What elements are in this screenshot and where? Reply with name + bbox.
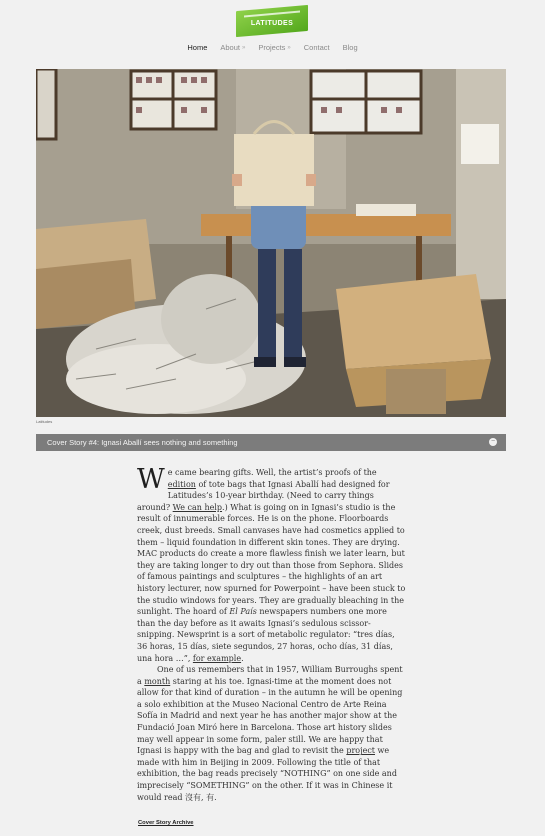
main-nav — [0, 43, 545, 52]
text-segment: . — [241, 653, 244, 663]
text-segment: One of us remembers that in 1957, William Burroughs spent a — [137, 665, 403, 686]
chevron-down-icon: » — [287, 44, 291, 51]
inline-link[interactable]: We can help — [172, 502, 223, 512]
nav-item-about[interactable] — [220, 43, 245, 52]
nav-item-blog[interactable] — [343, 43, 358, 52]
photo-credit: Latitudes — [36, 419, 53, 424]
nav-item-contact[interactable] — [304, 43, 330, 52]
inline-link[interactable]: month — [144, 676, 171, 686]
story-header-bar[interactable] — [36, 434, 506, 451]
text-segment: staring at his toe. Ignasi-time at the moment does not allow for that kind of duration – in the autumn he will be opening a solo exhibition at the Museo Nacional Centro de Arte Reina Sofía in Madrid and next year he has another major show at the Fundació Joan Miró here in Barcelona. Those art history slides may well appear in some form, paler still. We are happy that Ignasi is happy with the bag and glad to revisit the — [137, 676, 403, 756]
article-paragraph-2 — [137, 664, 407, 803]
text-segment: of tote bags that Ignasi Aballí had designed for Latitudes’s 10-year birthday. (Need to carry things around? — [137, 479, 390, 512]
text-segment: we made with him in Beijing in 2009. Following the title of that exhibition, the bag reads precisely “NOTHING” on one side and imprecisely “SOMETHING” on the other. If it was in Chinese it would read 沒有, 有. — [137, 746, 397, 802]
collapse-icon[interactable]: − — [490, 438, 496, 445]
nav-item-label: Home — [187, 43, 208, 52]
nav-item-label: About — [220, 43, 240, 52]
inline-link[interactable]: project — [346, 746, 376, 756]
window-center — [311, 71, 421, 133]
article-body — [137, 464, 407, 803]
emphasis-text: El País — [229, 607, 257, 617]
article-paragraph-1 — [137, 464, 407, 664]
nav-item-label: Contact — [303, 43, 330, 52]
story-title: Cover Story #4: Ignasi Aballí sees nothing and something — [47, 438, 238, 447]
studio-photo — [36, 69, 506, 417]
text-segment: .) What is going on in Ignasi’s studio is the result of innumerable forces. He is on the phone. Floorboards creek, dust breeds. Small canvases have had cosmetics applied to them – liquid foundation in different skin tones. They are drying. MAC products do create a more flawless finish we later learn, but they are taking longer to dry out than those from Sephora. Slides of famous paintings and sculptures – the highlights of an art history lecturer, now spurned for Powerpoint – have been stuck to the studio windows for years. They are gradually bleaching in the sunlight. The hoard of — [137, 502, 406, 617]
chevron-down-icon: » — [241, 44, 246, 51]
logo-text: LATITUDES — [250, 20, 294, 27]
inline-link[interactable]: for example — [192, 653, 242, 663]
studio-photo-illustration — [36, 69, 506, 417]
nav-item-home[interactable] — [187, 43, 207, 52]
text-segment: newspapers numbers one more than the day before as it awaits Ignasi’s sedulous scissor-snipping. Newsprint is a sort of metabolic regulator: “tres días, 36 horas, 15 días, siete segundos, 27 horas, ocho días, 31 días, una hora …”, — [137, 607, 395, 663]
nav-item-projects[interactable] — [258, 43, 290, 52]
nav-item-label: Projects — [258, 43, 286, 52]
nav-item-label: Blog — [342, 43, 358, 52]
dropcap: W — [137, 464, 165, 495]
text-segment: e came bearing gifts. Well, the artist’s proofs of the — [167, 468, 377, 477]
cover-story-archive-link[interactable]: Cover Story Archive — [138, 820, 194, 826]
inline-link[interactable]: edition — [167, 479, 196, 489]
site-logo[interactable] — [236, 8, 308, 36]
